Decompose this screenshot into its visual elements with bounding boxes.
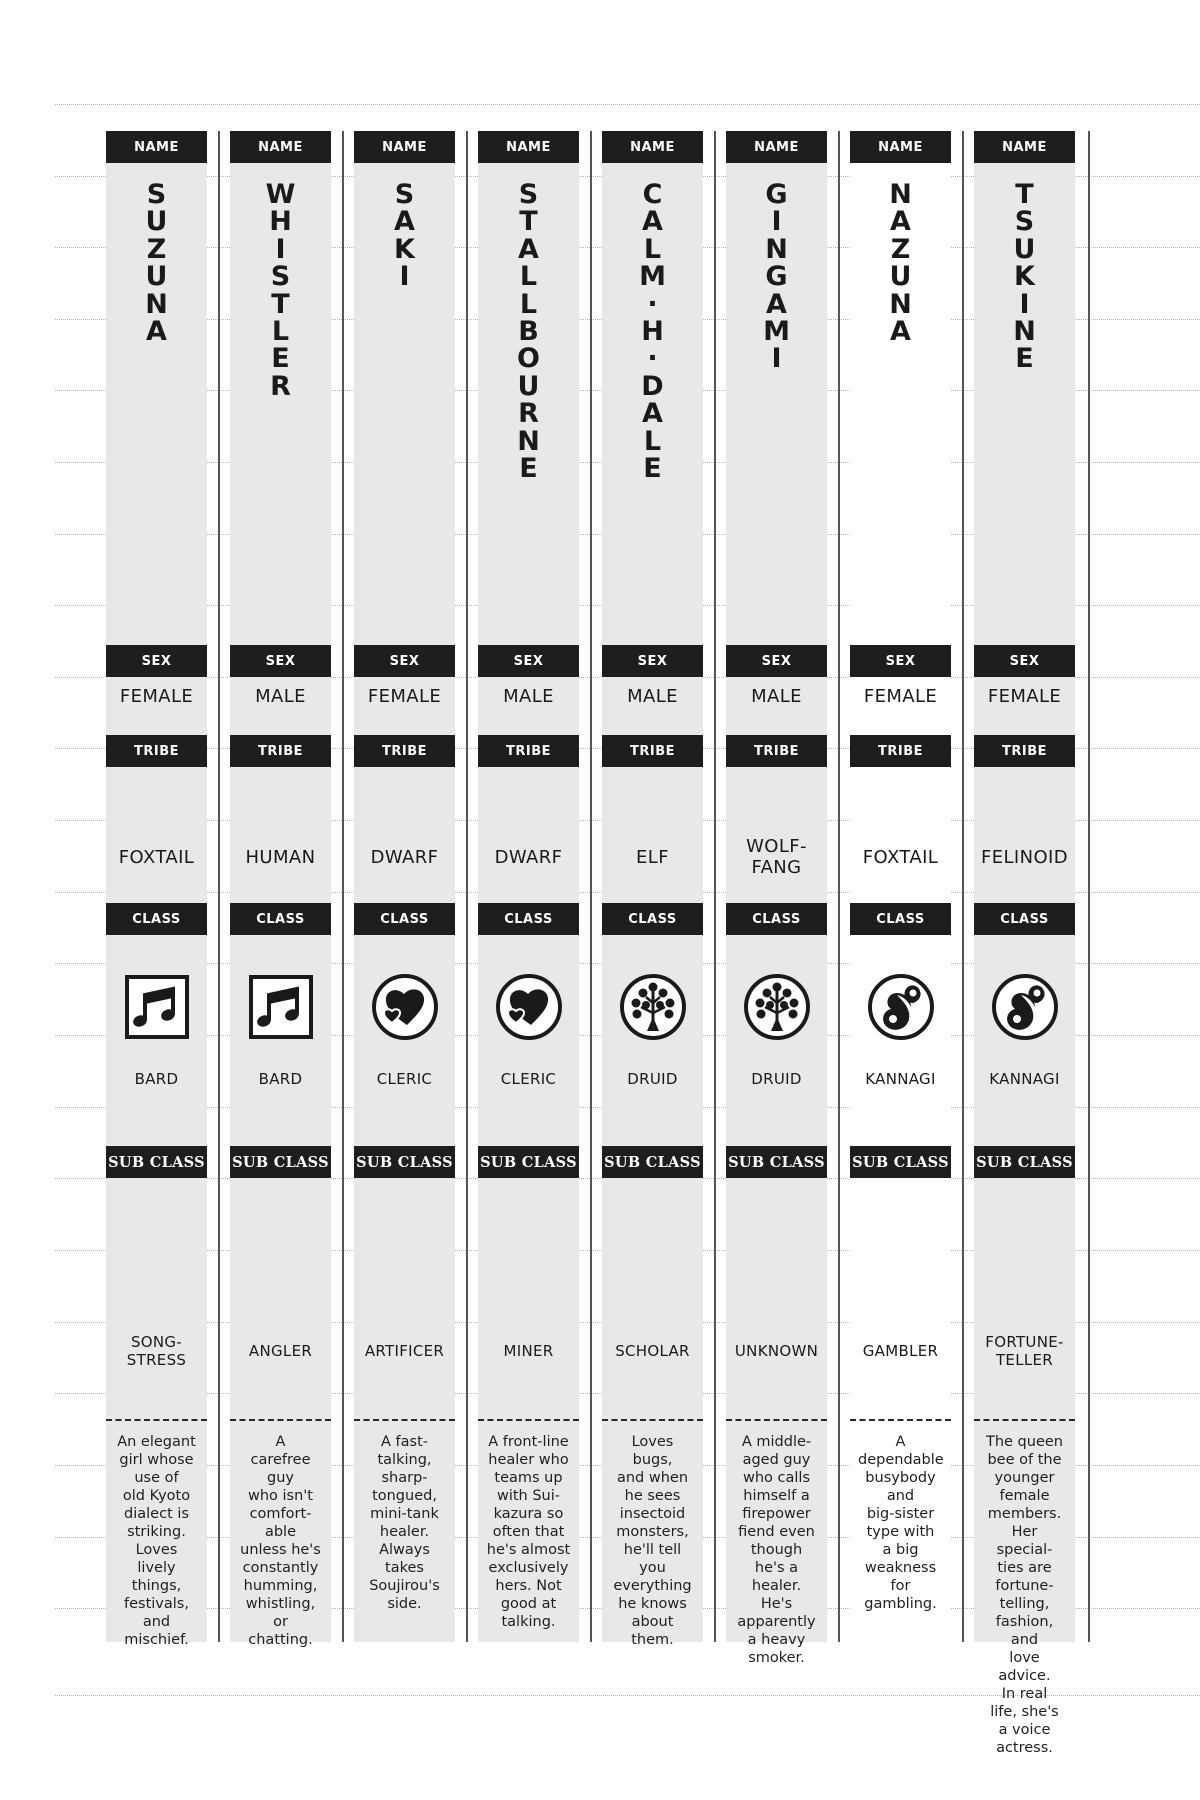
tribe-header: TRIBE [230, 735, 331, 767]
name-header: NAME [478, 131, 579, 163]
dashed-divider [726, 1419, 827, 1421]
dashed-divider [850, 1419, 951, 1421]
tree-icon [619, 973, 687, 1041]
character-description: An elegant girl whose use of old Kyoto dialect is striking. Loves lively things, festivals, and mischief. [117, 1434, 196, 1648]
music-note-icon [247, 973, 315, 1041]
tribe-value: WOLF- FANG [746, 836, 807, 878]
tribe-header: TRIBE [354, 735, 455, 767]
tribe-value: FELINOID [980, 846, 1069, 868]
tribe-value: ELF [636, 846, 669, 868]
character-name: T S U K I N E [1013, 179, 1036, 375]
character-name: S A K I [394, 179, 415, 293]
sex-header: SEX [230, 645, 331, 677]
dashed-divider [974, 1419, 1075, 1421]
heart-icon [371, 973, 439, 1041]
class-header: CLASS [230, 903, 331, 935]
sex-header: SEX [478, 645, 579, 677]
subclass-value: UNKNOWN [734, 1342, 819, 1360]
name-header: NAME [354, 131, 455, 163]
sex-header: SEX [602, 645, 703, 677]
class-value: CLERIC [500, 1070, 557, 1088]
sex-value: FEMALE [119, 686, 194, 707]
name-header: NAME [230, 131, 331, 163]
dashed-divider [354, 1419, 455, 1421]
character-description: A carefree guy who isn't comfort- able unless he's constantly humming, whistling, or chatting. [240, 1434, 321, 1648]
character-description: A fast- talking, sharp- tongued, mini-tank healer. Always takes Soujirou's side. [369, 1434, 440, 1612]
character-name: G I N G A M I [763, 179, 790, 375]
class-header: CLASS [974, 903, 1075, 935]
sex-header: SEX [726, 645, 827, 677]
sex-header: SEX [354, 645, 455, 677]
column-divider [466, 131, 468, 1642]
class-header: CLASS [354, 903, 455, 935]
column-divider [1088, 131, 1090, 1642]
magatama-icon [991, 973, 1059, 1041]
name-header: NAME [106, 131, 207, 163]
ruled-line [55, 104, 1200, 105]
subclass-header: SUB CLASS [354, 1146, 455, 1178]
subclass-value: MINER [503, 1342, 554, 1360]
character-column [974, 131, 1075, 1756]
class-value: DRUID [751, 1070, 802, 1088]
subclass-value: FORTUNE- TELLER [985, 1333, 1064, 1369]
dashed-divider [478, 1419, 579, 1421]
column-divider [838, 131, 840, 1642]
tree-icon [743, 973, 811, 1041]
tribe-header: TRIBE [478, 735, 579, 767]
magatama-icon [867, 973, 935, 1041]
sex-value: FEMALE [863, 686, 938, 707]
dashed-divider [230, 1419, 331, 1421]
character-name: N A Z U N A [889, 179, 912, 348]
character-column [230, 131, 331, 1648]
subclass-value: SCHOLAR [615, 1342, 690, 1360]
dashed-divider [602, 1419, 703, 1421]
class-header: CLASS [478, 903, 579, 935]
tribe-value: DWARF [494, 846, 563, 868]
subclass-header: SUB CLASS [974, 1146, 1075, 1178]
sex-header: SEX [106, 645, 207, 677]
character-description: The queen bee of the younger female members. Her special- ties are fortune- telling, fashion, and love advice. In real life, she's a voice actress. [985, 1434, 1063, 1756]
character-name: S U Z U N A [145, 179, 168, 348]
class-header: CLASS [106, 903, 207, 935]
column-divider [342, 131, 344, 1642]
subclass-value: ANGLER [248, 1342, 313, 1360]
dashed-divider [106, 1419, 207, 1421]
character-description: A dependable busybody and big-sister type with a big weakness for gambling. [858, 1434, 944, 1612]
tribe-value: HUMAN [245, 846, 316, 868]
character-column [478, 131, 579, 1642]
tribe-value: DWARF [370, 846, 439, 868]
sex-value: FEMALE [367, 686, 442, 707]
tribe-value: FOXTAIL [862, 846, 939, 868]
character-name: S T A L L B O U R N E [517, 179, 540, 485]
tribe-header: TRIBE [602, 735, 703, 767]
column-divider [962, 131, 964, 1642]
subclass-header: SUB CLASS [602, 1146, 703, 1178]
class-header: CLASS [850, 903, 951, 935]
character-name: W H I S T L E R [265, 179, 296, 402]
character-name: C A L M · H · D A L E [639, 179, 666, 485]
heart-icon [495, 973, 563, 1041]
subclass-header: SUB CLASS [106, 1146, 207, 1178]
tribe-header: TRIBE [726, 735, 827, 767]
sex-value: MALE [751, 686, 802, 707]
character-column [354, 131, 455, 1642]
tribe-header: TRIBE [106, 735, 207, 767]
column-divider [218, 131, 220, 1642]
subclass-header: SUB CLASS [850, 1146, 951, 1178]
class-value: CLERIC [376, 1070, 433, 1088]
tribe-header: TRIBE [850, 735, 951, 767]
name-header: NAME [850, 131, 951, 163]
column-divider [590, 131, 592, 1642]
character-column [602, 131, 703, 1648]
class-value: KANNAGI [865, 1070, 936, 1088]
music-note-icon [123, 973, 191, 1041]
character-column [726, 131, 827, 1666]
sex-value: MALE [255, 686, 306, 707]
subclass-header: SUB CLASS [478, 1146, 579, 1178]
class-value: BARD [258, 1070, 303, 1088]
name-header: NAME [974, 131, 1075, 163]
subclass-value: GAMBLER [862, 1342, 939, 1360]
subclass-value: SONG- STRESS [126, 1333, 187, 1369]
class-value: BARD [134, 1070, 179, 1088]
column-divider [714, 131, 716, 1642]
tribe-header: TRIBE [974, 735, 1075, 767]
class-header: CLASS [726, 903, 827, 935]
subclass-header: SUB CLASS [230, 1146, 331, 1178]
class-header: CLASS [602, 903, 703, 935]
sex-header: SEX [850, 645, 951, 677]
sex-value: MALE [503, 686, 554, 707]
character-description: Loves bugs, and when he sees insectoid monsters, he'll tell you everything he knows about them. [613, 1434, 692, 1648]
sex-value: FEMALE [987, 686, 1062, 707]
sex-header: SEX [974, 645, 1075, 677]
sex-value: MALE [627, 686, 678, 707]
character-description: A front-line healer who teams up with Sui- kazura so often that he's almost exclusively hers. Not good at talking. [486, 1434, 571, 1630]
class-value: KANNAGI [989, 1070, 1060, 1088]
name-header: NAME [726, 131, 827, 163]
subclass-header: SUB CLASS [726, 1146, 827, 1178]
name-header: NAME [602, 131, 703, 163]
subclass-value: ARTIFICER [364, 1342, 445, 1360]
character-description: A middle- aged guy who calls himself a firepower fiend even though he's a healer. He's apparently a heavy smoker. [737, 1434, 816, 1666]
class-value: DRUID [627, 1070, 678, 1088]
character-column [106, 131, 207, 1648]
tribe-value: FOXTAIL [118, 846, 195, 868]
character-column [850, 131, 951, 1642]
